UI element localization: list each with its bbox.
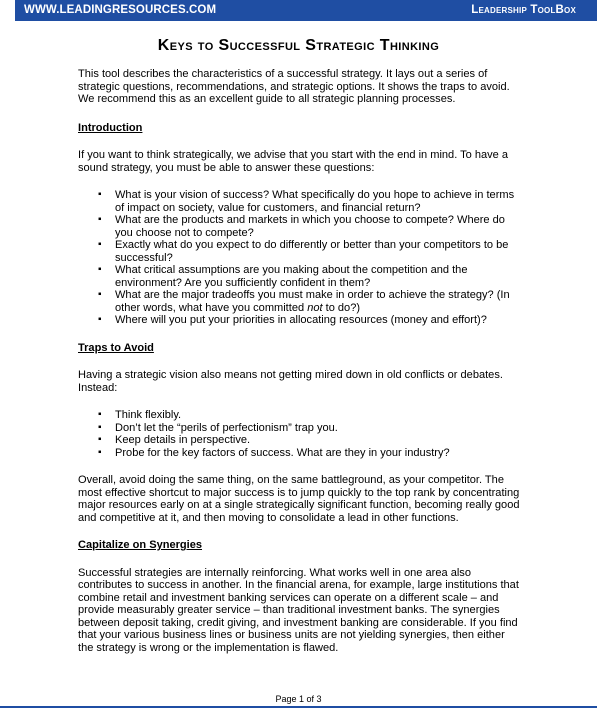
document-body xyxy=(78,68,523,654)
bottom-rule xyxy=(0,706,597,708)
introduction-paragraph: If you want to think strategically, we advise that you start with the end in mind. To have a sound strategy, you must be able to answer these questions: xyxy=(78,149,509,174)
list-item: ▪ What is your vision of success? What specifically do you hope to achieve in terms of impact on society, value for customers, and financial return? xyxy=(78,189,523,214)
list-item: ▪ Where will you put your priorities in allocating resources (money and effort)? xyxy=(78,314,523,327)
list-item-text: What are the major tradeoffs you must make in order to achieve the strategy? (In other words, what have you committed xyxy=(115,289,510,314)
website-label: WWW.LEADINGRESOURCES.COM xyxy=(24,4,217,16)
list-item xyxy=(78,289,523,314)
traps-paragraph: Having a strategic vision also means not getting mired down in old conflicts or debates. Instead: xyxy=(78,369,503,394)
intro-paragraph: This tool describes the characteristics of a successful strategy. It lays out a series of strategic questions, recommendations, and strategic options. It shows the traps to avoid. We recommend this as an excellent guide to all strategic planning processes. xyxy=(78,68,510,105)
list-item: ▪ Probe for the key factors of success. What are they in your industry? xyxy=(78,447,523,460)
header-bar xyxy=(15,0,597,21)
toolbox-label: Leadership ToolBox xyxy=(471,4,576,16)
page-title: Keys to Successful Strategic Thinking xyxy=(157,37,440,54)
synergies-paragraph: Successful strategies are internally reinforcing. What works well in one area also contributes to success in another. In the financial arena, for example, large institutions that combine retail and investment banking services can operate on a different scale – and provide measurably greater service – than traditional investment banks. The synergies between deposit taking, credit giving, and investment banking are considerable. If you find that your various business lines or business units are not yielding synergies, then either the strategy is wrong or the implementation is flawed. xyxy=(78,566,519,654)
synergies-heading: Capitalize on Synergies xyxy=(78,539,203,551)
list-item: ▪ Think flexibly. xyxy=(78,409,523,422)
page-number: Page 1 of 3 xyxy=(275,694,322,704)
overall-paragraph: Overall, avoid doing the same thing, on the same battleground, as your competitor. The most effective shortcut to major success is to jump quickly to the top rank by concentrating major resources early on at a single strategically significant function, becoming really good and competitive at it, and then moving to consolidate a lead in other functions. xyxy=(78,474,520,524)
emphasis-text: not xyxy=(307,301,323,314)
list-item: ▪ Keep details in perspective. xyxy=(78,434,523,447)
list-item-text-end: to do?) xyxy=(322,301,361,314)
list-item: ▪ What critical assumptions are you making about the competition and the environment? Are you sufficiently confident in them? xyxy=(78,264,523,289)
list-item: ▪ Don’t let the “perils of perfectionism” trap you. xyxy=(78,422,523,435)
introduction-heading: Introduction xyxy=(78,121,143,134)
list-item: ▪ Exactly what do you expect to do differently or better than your competitors to be successful? xyxy=(78,239,523,264)
strategic-questions-list xyxy=(78,189,523,327)
list-item: ▪ What are the products and markets in which you choose to compete? Where do you choose not to compete? xyxy=(78,214,523,239)
traps-heading: Traps to Avoid xyxy=(78,341,154,354)
traps-list xyxy=(78,409,523,459)
